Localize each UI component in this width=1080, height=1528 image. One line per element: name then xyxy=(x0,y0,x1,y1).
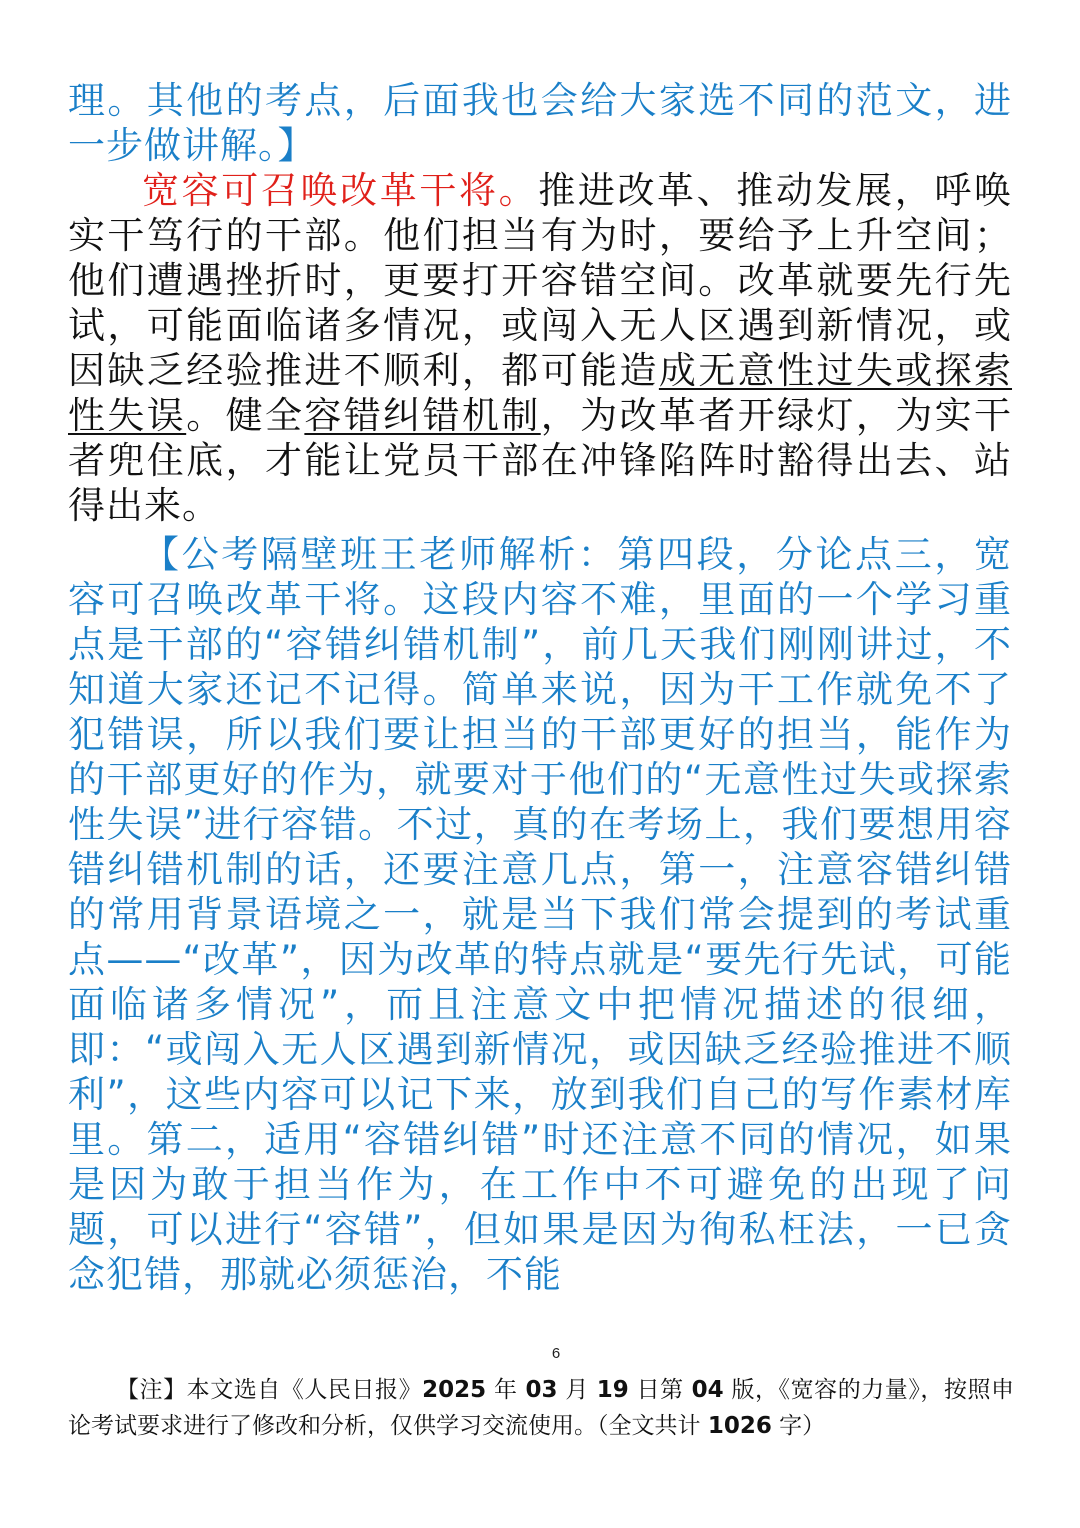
note-text-4: 日第 xyxy=(628,1377,692,1403)
page-number: 6 xyxy=(551,1345,561,1362)
source-note xyxy=(68,1372,1014,1444)
underlined-phrase-1: 成无意性过失或探索性失误 xyxy=(68,349,1013,437)
paragraph-text-2: 。健全 xyxy=(186,394,305,437)
note-text-5: 版，《宽容的力量》，按照申论考试要求进行了修改和分析，仅供学习交流使用。（全文共计 xyxy=(68,1377,1015,1439)
note-year: 2025 xyxy=(422,1377,487,1403)
note-day: 19 xyxy=(596,1377,629,1403)
paragraph-heading: 宽容可召唤改革干将。 xyxy=(142,169,539,212)
note-text-1: 【注】本文选自《人民日报》 xyxy=(116,1377,423,1403)
main-paragraph xyxy=(68,168,1012,528)
analysis-paragraph: 【公考隔壁班王老师解析：第四段，分论点三，宽容可召唤改革干将。这段内容不难，里面的一个学习重点是干部的“容错纠错机制”，前几天我们刚刚讲过，不知道大家还记不记得。简单来说，因为干工作就免不了犯错误，所以我们要让担当的干部更好的担当，能作为的干部更好的作为，就要对于他们的“无意性过失或探索性失误”进行容错。不过，真的在考场上，我们要想用容错纠错机制的话，还要注意几点，第一，注意容错纠错的常用背景语境之一，就是当下我们常会提到的考试重点——“改革”，因为改革的特点就是“要先行先试，可能面临诸多情况”，而且注意文中把情况描述的很细，即：“或闯入无人区遇到新情况，或因缺乏经验推进不顺利”，这些内容可以记下来，放到我们自己的写作素材库里。第二，适用“容错纠错”时还注意不同的情况，如果是因为敢于担当作为，在工作中不可避免的出现了问题，可以进行“容错”，但如果是因为徇私枉法，一已贪念犯错，那就必须惩治，不能 xyxy=(68,533,1012,1296)
paragraph-text-3: ，为改革者开绿灯，为实干者兜住底，才能让党员干部在冲锋陷阵时豁得出去、站得出来。 xyxy=(68,394,1013,527)
note-word-count: 1026 xyxy=(707,1413,772,1439)
note-edition: 04 xyxy=(691,1377,724,1403)
underlined-phrase-2: 容错纠错机制 xyxy=(304,394,541,437)
note-text-3: 月 xyxy=(557,1377,597,1403)
note-month: 03 xyxy=(525,1377,558,1403)
note-text-2: 年 xyxy=(486,1377,526,1403)
note-text-6: 字） xyxy=(771,1413,826,1439)
analysis-continuation: 理。其他的考点，后面我也会给大家选不同的范文，进一步做讲解。】 xyxy=(68,79,1012,167)
paragraph-text-1: 推进改革、推动发展，呼唤实干笃行的干部。他们担当有为时，要给予上升空间；他们遭遇挫折时，更要打开容错空间。改革就要先行先试，可能面临诸多情况，或闯入无人区遇到新情况，或因缺乏经验推进不顺利，都可能造 xyxy=(68,169,1013,392)
